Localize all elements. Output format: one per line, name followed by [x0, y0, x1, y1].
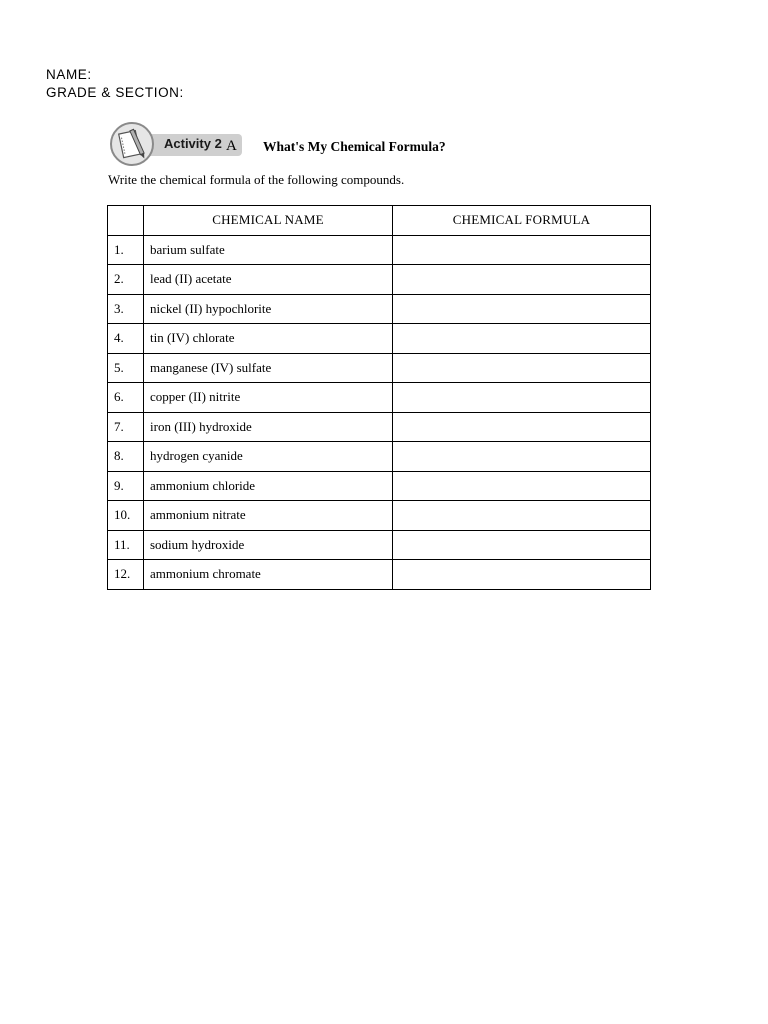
table-row: [108, 471, 651, 501]
chemical-formula-answer-cell[interactable]: [393, 353, 651, 383]
name-label: NAME:: [46, 67, 92, 82]
table-row: [108, 294, 651, 324]
activity-badge-suffix: A: [226, 138, 237, 154]
table-row: [108, 560, 651, 590]
chemical-formula-answer-cell[interactable]: [393, 530, 651, 560]
table-row: [108, 235, 651, 265]
activity-heading: [110, 122, 530, 170]
row-number: 3.: [108, 294, 144, 324]
row-number: 8.: [108, 442, 144, 472]
table-body: [108, 235, 651, 589]
column-header-chemical-formula: CHEMICAL FORMULA: [393, 206, 651, 236]
table-row: [108, 324, 651, 354]
row-number: 7.: [108, 412, 144, 442]
column-header-number: [108, 206, 144, 236]
row-number: 12.: [108, 560, 144, 590]
instructions-text: Write the chemical formula of the following compounds.: [108, 172, 405, 187]
chemical-name-cell: copper (II) nitrite: [144, 383, 393, 413]
chemical-name-cell: ammonium nitrate: [144, 501, 393, 531]
column-header-chemical-name: CHEMICAL NAME: [144, 206, 393, 236]
chemical-name-cell: ammonium chromate: [144, 560, 393, 590]
table-row: [108, 412, 651, 442]
row-number: 1.: [108, 235, 144, 265]
row-number: 11.: [108, 530, 144, 560]
row-number: 5.: [108, 353, 144, 383]
chemical-formula-answer-cell[interactable]: [393, 265, 651, 295]
chemical-formula-answer-cell[interactable]: [393, 412, 651, 442]
chemical-name-cell: nickel (II) hypochlorite: [144, 294, 393, 324]
row-number: 9.: [108, 471, 144, 501]
row-number: 10.: [108, 501, 144, 531]
table-header-row: [108, 206, 651, 236]
chemical-formula-table: [107, 205, 651, 590]
student-info-header: [46, 66, 184, 102]
chemical-formula-answer-cell[interactable]: [393, 560, 651, 590]
chemical-formula-answer-cell[interactable]: [393, 235, 651, 265]
notebook-pencil-icon: [110, 122, 154, 166]
chemical-formula-answer-cell[interactable]: [393, 294, 651, 324]
chemical-name-cell: barium sulfate: [144, 235, 393, 265]
chemical-name-cell: hydrogen cyanide: [144, 442, 393, 472]
table-row: [108, 530, 651, 560]
table-row: [108, 383, 651, 413]
chemical-name-cell: ammonium chloride: [144, 471, 393, 501]
chemical-formula-answer-cell[interactable]: [393, 442, 651, 472]
row-number: 2.: [108, 265, 144, 295]
grade-section-label: GRADE & SECTION:: [46, 85, 184, 100]
row-number: 6.: [108, 383, 144, 413]
chemical-name-cell: tin (IV) chlorate: [144, 324, 393, 354]
chemical-name-cell: iron (III) hydroxide: [144, 412, 393, 442]
activity-title: What's My Chemical Formula?: [263, 139, 446, 154]
chemical-name-cell: sodium hydroxide: [144, 530, 393, 560]
chemical-name-cell: manganese (IV) sulfate: [144, 353, 393, 383]
chemical-name-cell: lead (II) acetate: [144, 265, 393, 295]
table-row: [108, 442, 651, 472]
row-number: 4.: [108, 324, 144, 354]
activity-badge-label: Activity 2: [164, 136, 222, 151]
chemical-formula-answer-cell[interactable]: [393, 383, 651, 413]
table-row: [108, 353, 651, 383]
table-row: [108, 501, 651, 531]
chemical-formula-answer-cell[interactable]: [393, 501, 651, 531]
chemical-formula-answer-cell[interactable]: [393, 324, 651, 354]
chemical-formula-answer-cell[interactable]: [393, 471, 651, 501]
table-row: [108, 265, 651, 295]
